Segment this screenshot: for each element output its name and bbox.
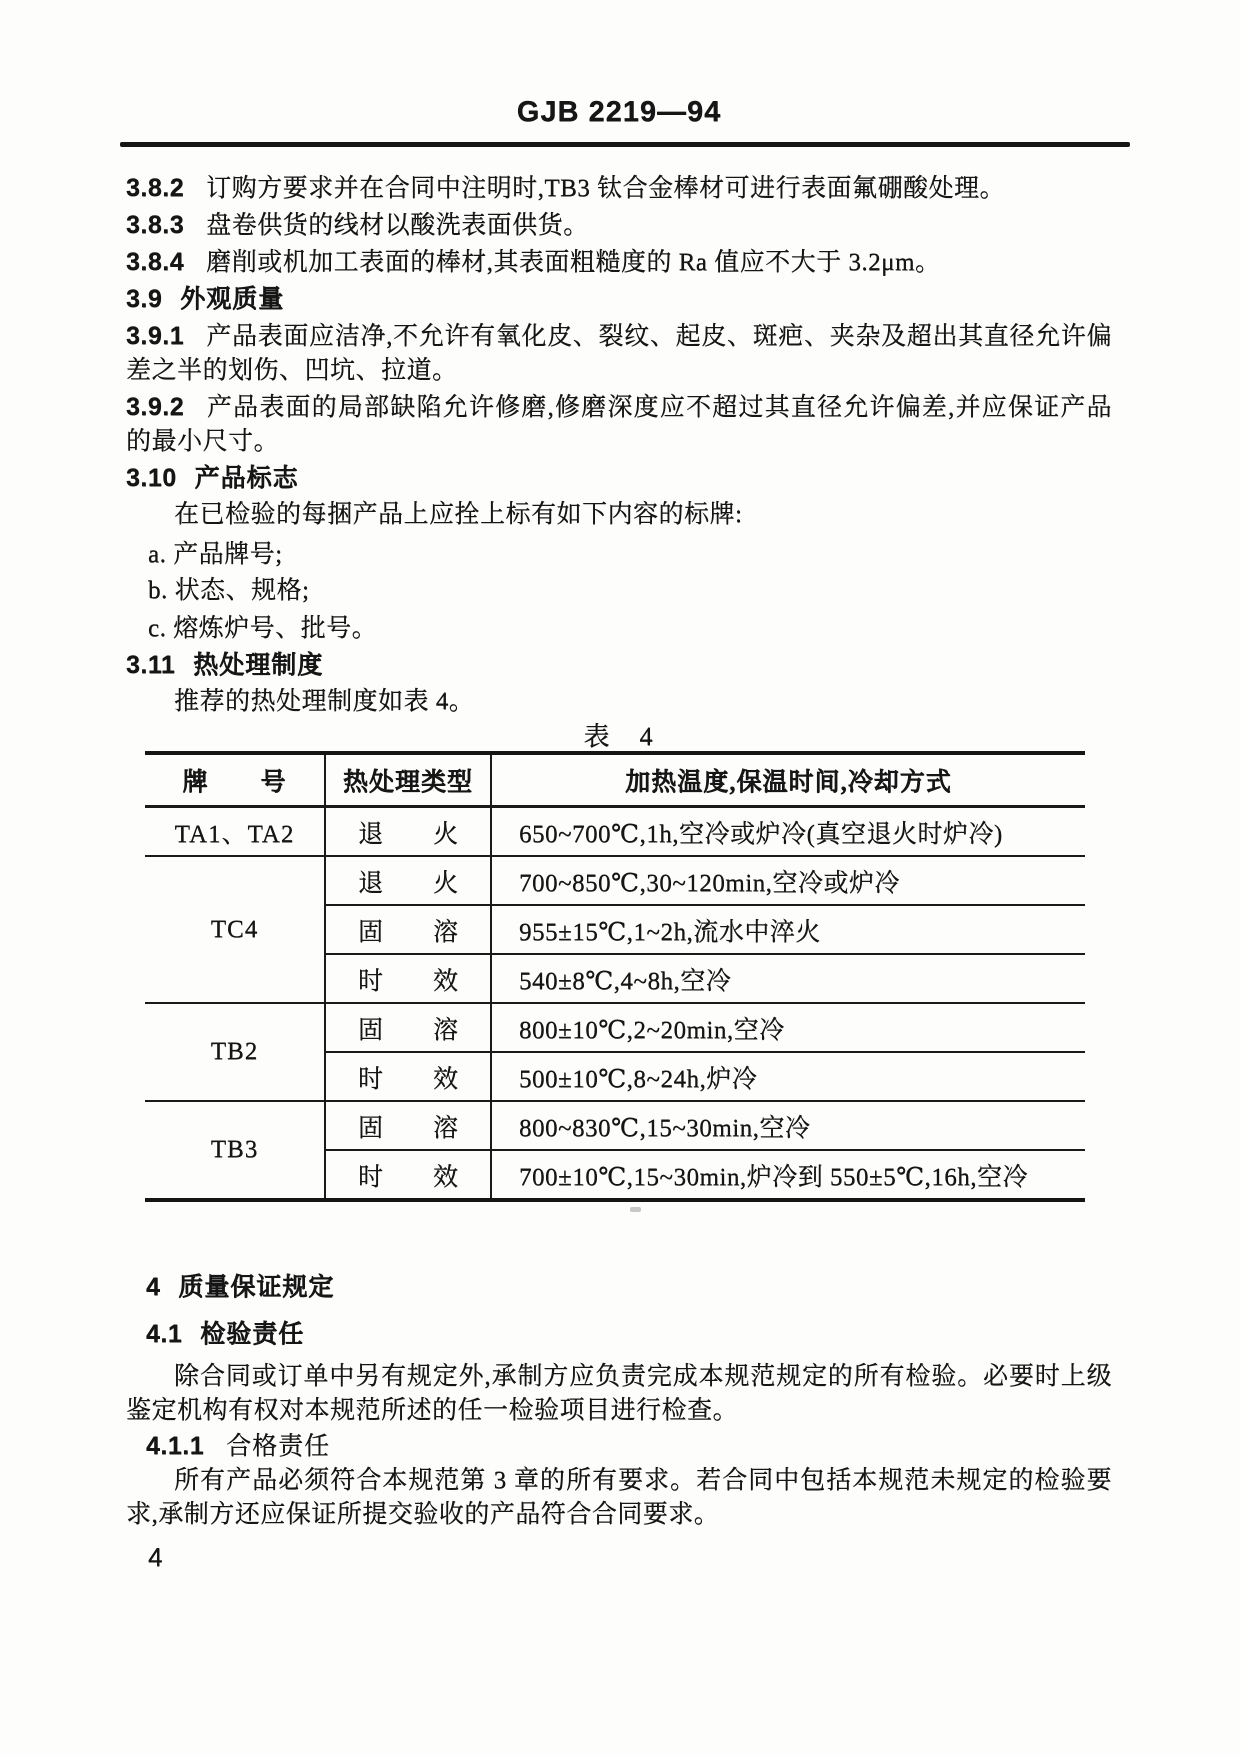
clause-number: 3.9: [126, 285, 163, 313]
clause-number: 4: [146, 1273, 161, 1301]
heading-title: 质量保证规定: [178, 1274, 335, 1301]
grade-cell-tb3: TB3: [145, 1101, 325, 1200]
treatment-type-cell: 时 效: [325, 954, 491, 1003]
column-header-grade: 牌 号: [145, 753, 325, 807]
regime-cell: 500±10℃,8~24h,炉冷: [491, 1052, 1085, 1101]
heading-3-10: [126, 461, 1112, 496]
clause-text: 磨削或机加工表面的棒材,其表面粗糙度的 Ra 值应不大于 3.2μm。: [206, 249, 941, 276]
regime-cell: 650~700℃,1h,空冷或炉冷(真空退火时炉冷): [491, 807, 1085, 857]
grade-cell-tb2: TB2: [145, 1003, 325, 1101]
standard-number-header: GJB 2219—94: [516, 96, 722, 128]
heading-4-1-1: [146, 1429, 1112, 1464]
paragraph-4-1-body: 除合同或订单中另有规定外,承制方应负责完成本规范规定的所有检验。必要时上级鉴定机构有权对本规范所述的任一检验项目进行检查。: [126, 1363, 1112, 1424]
list-item-b: b. 状态、规格;: [148, 577, 310, 604]
clause-text: 订购方要求并在合同中注明时,TB3 钛合金棒材可进行表面氟硼酸处理。: [206, 175, 1006, 202]
clause-number: 3.9.1: [126, 322, 185, 350]
table-row: [145, 1101, 1085, 1150]
treatment-type-cell: 固 溶: [325, 905, 491, 954]
table-header-row: [145, 753, 1085, 807]
treatment-type-cell: 固 溶: [325, 1003, 491, 1052]
clause-3-8-4: [126, 245, 1112, 280]
regime-cell: 955±15℃,1~2h,流水中淬火: [491, 905, 1085, 954]
clause-number: 4.1: [146, 1320, 183, 1348]
heading-3-11: [126, 648, 1112, 683]
regime-cell: 800±10℃,2~20min,空冷: [491, 1003, 1085, 1052]
table-body: [145, 807, 1085, 1201]
clause-3-8-2: [126, 171, 1112, 206]
heat-treatment-table: [145, 751, 1085, 1202]
clause-text: 盘卷供货的线材以酸洗表面供货。: [206, 212, 589, 239]
clause-number: 4.1.1: [146, 1432, 205, 1460]
clause-number: 3.10: [126, 464, 177, 492]
paragraph-4-1-1-body: 所有产品必须符合本规范第 3 章的所有要求。若合同中包括本规范未规定的检验要求,承制方还应保证所提交验收的产品符合合同要求。: [126, 1467, 1112, 1528]
list-item-c: c. 熔炼炉号、批号。: [148, 615, 378, 642]
table-header: [145, 753, 1085, 807]
table-caption: 表 4: [583, 722, 655, 751]
heading-title: 检验责任: [200, 1321, 305, 1348]
page-content: [0, 96, 1240, 1574]
scan-artifact-smudge: [630, 1207, 641, 1212]
clause-number: 3.8.4: [126, 248, 185, 276]
heading-title: 外观质量: [180, 286, 285, 313]
treatment-type-cell: 时 效: [325, 1052, 491, 1101]
treatment-type-cell: 退 火: [325, 807, 491, 857]
treatment-type-cell: 退 火: [325, 856, 491, 905]
column-header-regime: 加热温度,保温时间,冷却方式: [491, 753, 1085, 807]
clause-number: 3.9.2: [126, 393, 185, 421]
grade-cell-tc4: TC4: [145, 856, 325, 1003]
paragraph-label-plate-intro: 在已检验的每捆产品上应拴上标有如下内容的标牌:: [174, 501, 743, 528]
list-item-a: a. 产品牌号;: [148, 541, 283, 568]
clause-3-9-2: [126, 390, 1112, 459]
column-header-treatment-type: 热处理类型: [325, 753, 491, 807]
regime-cell: 700~850℃,30~120min,空冷或炉冷: [491, 856, 1085, 905]
table-row: [145, 807, 1085, 857]
treatment-type-cell: 时 效: [325, 1150, 491, 1200]
heading-3-9: [126, 282, 1112, 317]
clause-number: 3.11: [126, 651, 176, 679]
regime-cell: 800~830℃,15~30min,空冷: [491, 1101, 1085, 1150]
clause-3-9-1: [126, 319, 1112, 388]
clause-3-8-3: [126, 208, 1112, 243]
table-row: [145, 1003, 1085, 1052]
heading-4-1: [146, 1317, 1112, 1352]
heading-title: 热处理制度: [193, 652, 324, 679]
treatment-type-cell: 固 溶: [325, 1101, 491, 1150]
grade-cell-ta1-ta2: TA1、TA2: [145, 807, 325, 857]
clause-text: 产品表面的局部缺陷允许修磨,修磨深度应不超过其直径允许偏差,并应保证产品的最小尺寸。: [126, 394, 1112, 455]
heading-title: 合格责任: [226, 1433, 331, 1460]
regime-cell: 700±10℃,15~30min,炉冷到 550±5℃,16h,空冷: [491, 1150, 1085, 1200]
clause-number: 3.8.2: [126, 174, 185, 202]
page-number: 4: [148, 1542, 163, 1572]
table-row: [145, 856, 1085, 905]
clause-text: 产品表面应洁净,不允许有氧化皮、裂纹、起皮、斑疤、夹杂及超出其直径允许偏差之半的划伤、凹坑、拉道。: [126, 323, 1112, 384]
paragraph-table-reference: 推荐的热处理制度如表 4。: [174, 688, 475, 715]
heading-title: 产品标志: [194, 465, 299, 492]
regime-cell: 540±8℃,4~8h,空冷: [491, 954, 1085, 1003]
clause-number: 3.8.3: [126, 211, 185, 239]
header-rule: [120, 142, 1130, 147]
heading-4: [146, 1270, 1112, 1305]
